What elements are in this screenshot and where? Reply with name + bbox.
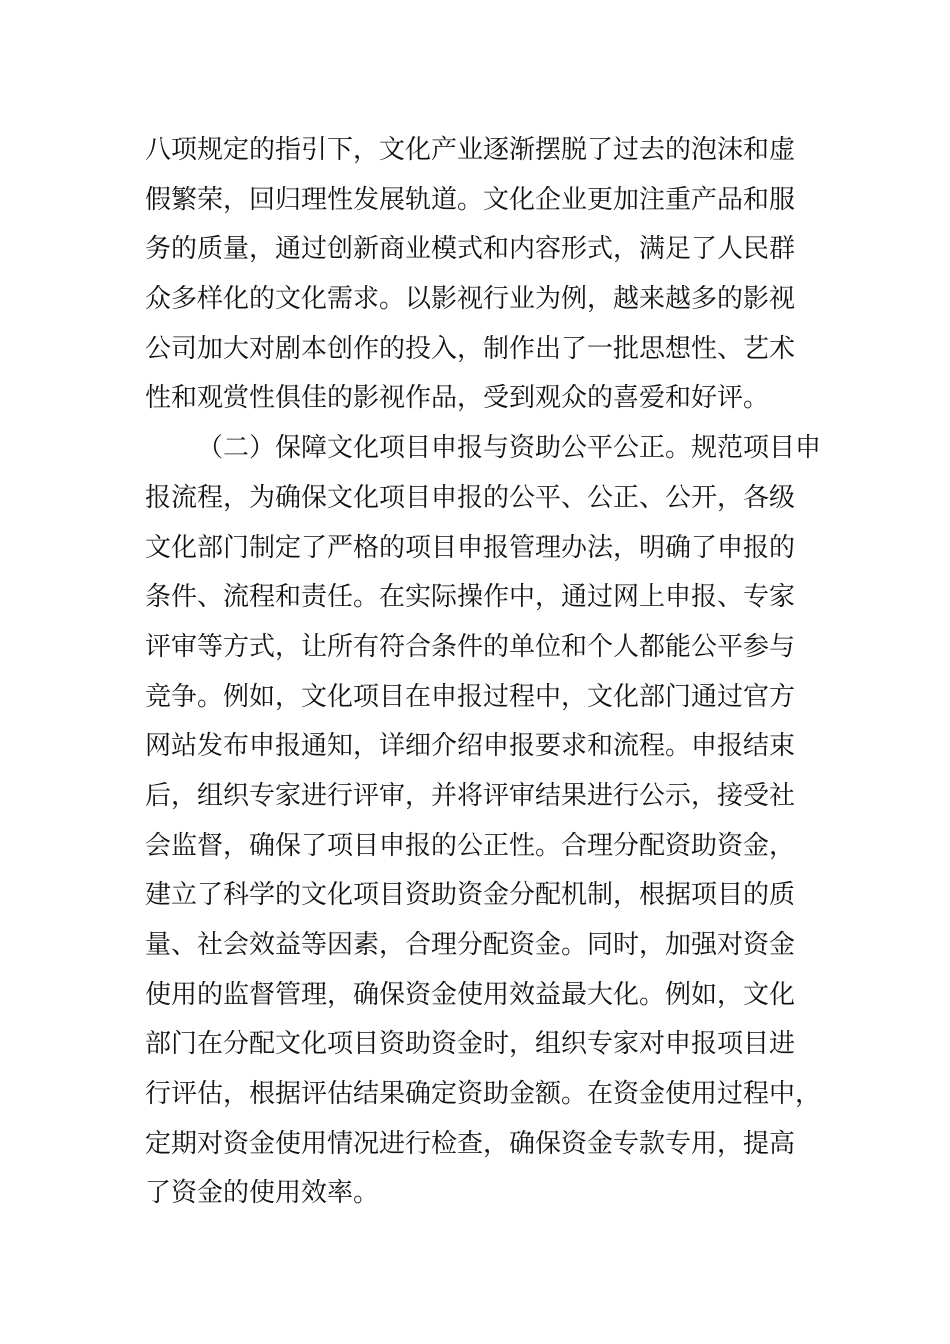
text-line: 定期对资金使用情况进行检查，确保资金专款专用，提高 bbox=[145, 1128, 796, 1159]
body-text bbox=[145, 126, 825, 1219]
text-line: 使用的监督管理，确保资金使用效益最大化。例如，文化 bbox=[145, 979, 796, 1010]
text-line: 行评估，根据评估结果确定资助金额。在资金使用过程中， bbox=[145, 1079, 822, 1110]
text-line: 评审等方式，让所有符合条件的单位和个人都能公平参与 bbox=[145, 631, 796, 662]
text-line: 建立了科学的文化项目资助资金分配机制，根据项目的质 bbox=[145, 880, 796, 911]
text-line: 后，组织专家进行评审，并将评审结果进行公示，接受社 bbox=[145, 780, 796, 811]
text-line: 条件、流程和责任。在实际操作中，通过网上申报、专家 bbox=[145, 582, 796, 613]
text-line: 报流程，为确保文化项目申报的公平、公正、公开，各级 bbox=[145, 482, 796, 513]
section-heading-line: （二）保障文化项目申报与资助公平公正。规范项目申 bbox=[197, 433, 822, 464]
text-line: 务的质量，通过创新商业模式和内容形式，满足了人民群 bbox=[145, 234, 796, 265]
text-line: 了资金的使用效率。 bbox=[145, 1178, 380, 1209]
text-line: 文化部门制定了严格的项目申报管理办法，明确了申报的 bbox=[145, 532, 796, 563]
text-line: 会监督，确保了项目申报的公正性。合理分配资助资金， bbox=[145, 830, 796, 861]
text-line: 八项规定的指引下，文化产业逐渐摆脱了过去的泡沫和虚 bbox=[145, 135, 796, 165]
text-line: 部门在分配文化项目资助资金时，组织专家对申报项目进 bbox=[145, 1029, 796, 1060]
text-line: 量、社会效益等因素，合理分配资金。同时，加强对资金 bbox=[145, 930, 796, 960]
text-line: 网站发布申报通知，详细介绍申报要求和流程。申报结束 bbox=[145, 731, 796, 762]
text-line: 竞争。例如，文化项目在申报过程中，文化部门通过官方 bbox=[145, 681, 796, 712]
text-line: 公司加大对剧本创作的投入，制作出了一批思想性、艺术 bbox=[145, 333, 796, 364]
text-line: 性和观赏性俱佳的影视作品，受到观众的喜爱和好评。 bbox=[145, 383, 770, 414]
text-line: 假繁荣，回归理性发展轨道。文化企业更加注重产品和服 bbox=[145, 184, 796, 215]
text-line: 众多样化的文化需求。以影视行业为例，越来越多的影视 bbox=[145, 284, 796, 315]
